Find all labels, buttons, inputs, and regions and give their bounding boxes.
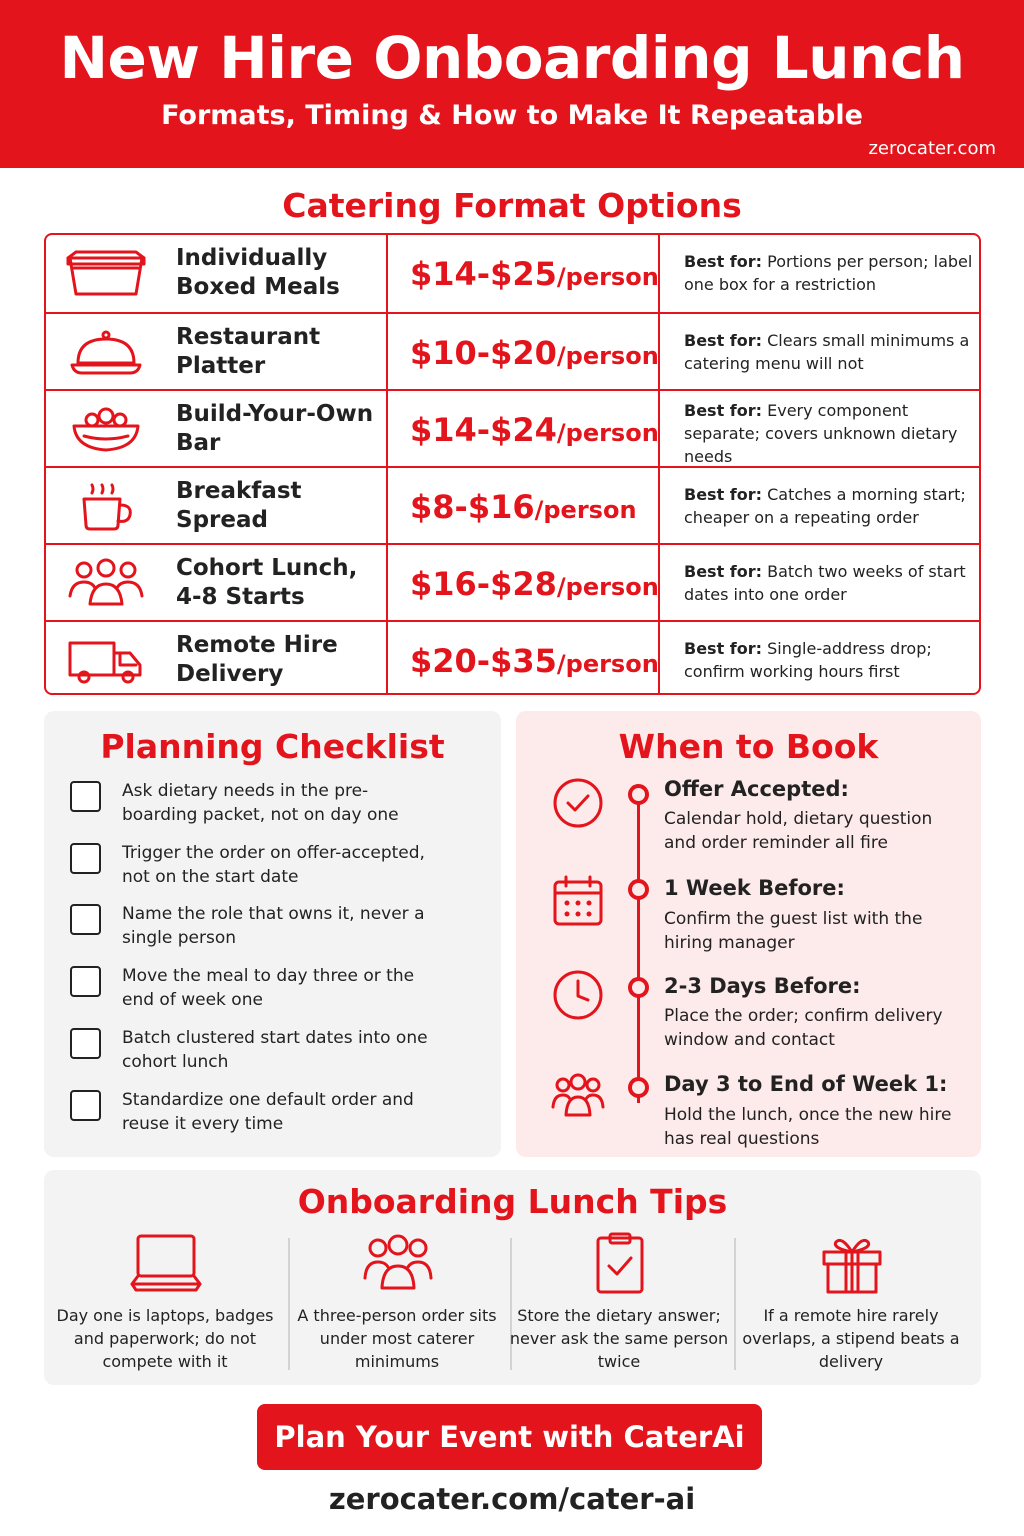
format-name: Breakfast Spread <box>176 478 302 533</box>
step-heading: Day 3 to End of Week 1: <box>664 1072 948 1096</box>
format-name: Cohort Lunch, 4-8 Starts <box>176 555 358 610</box>
plan-event-button[interactable]: Plan Your Event with CaterAi <box>257 1404 762 1470</box>
format-name: Restaurant Platter <box>176 324 321 379</box>
tip-item: Store the dietary answer; never ask the same person twice <box>504 1230 734 1380</box>
step-text: Calendar hold, dietary question and order reminder all fire <box>664 809 933 853</box>
timeline-dot <box>628 1077 649 1098</box>
checkbox[interactable] <box>70 781 101 812</box>
platter-cloche-icon <box>64 325 148 379</box>
checklist-item: Standardize one default order and reuse it every time <box>70 1088 490 1140</box>
format-price: $16-$28/person <box>410 565 659 603</box>
check-circle-icon <box>550 775 606 831</box>
table-row <box>46 543 979 620</box>
format-price: $14-$25/person <box>410 255 659 293</box>
header-banner <box>0 0 1024 168</box>
format-best-for: Best for: Every component separate; covers unknown dietary needs <box>684 401 958 466</box>
delivery-truck-icon <box>64 633 148 687</box>
gift-icon <box>816 1232 888 1294</box>
tip-item: A three-person order sits under most caterer minimums <box>282 1230 512 1380</box>
tip-item: If a remote hire rarely overlaps, a stipend beats a delivery <box>736 1230 966 1380</box>
checkbox[interactable] <box>70 843 101 874</box>
format-price: $20-$35/person <box>410 642 659 680</box>
step-text: Confirm the guest list with the hiring manager <box>664 909 923 953</box>
timeline-dot <box>628 977 649 998</box>
step-heading: 2-3 Days Before: <box>664 974 861 998</box>
checkbox[interactable] <box>70 904 101 935</box>
timeline-dot <box>628 879 649 900</box>
format-name: Build-Your-Own Bar <box>176 401 374 456</box>
checklist-item: Ask dietary needs in the pre-boarding packet, not on day one <box>70 779 490 831</box>
checklist-item: Trigger the order on offer-accepted, not on the start date <box>70 841 490 893</box>
calendar-icon <box>550 873 606 929</box>
checklist-item: Batch clustered start dates into one cohort lunch <box>70 1026 490 1078</box>
coffee-cup-icon <box>64 479 148 533</box>
group-icon <box>64 556 148 610</box>
step-heading: Offer Accepted: <box>664 777 849 801</box>
checkbox[interactable] <box>70 1028 101 1059</box>
table-row <box>46 620 979 695</box>
tips-panel <box>44 1170 981 1385</box>
format-price: $14-$24/person <box>410 411 659 449</box>
timeline-dot <box>628 784 649 805</box>
laptop-icon <box>130 1232 202 1294</box>
boxed-meal-icon <box>64 246 148 300</box>
format-price: $10-$20/person <box>410 334 659 372</box>
format-price: $8-$16/person <box>410 488 637 526</box>
table-row <box>46 235 979 312</box>
step-text: Hold the lunch, once the new hire has real questions <box>664 1105 952 1149</box>
when-title: When to Book <box>618 727 879 766</box>
tip-item: Day one is laptops, badges and paperwork; do not compete with it <box>50 1230 280 1380</box>
when-to-book-panel <box>516 711 981 1157</box>
salad-bowl-icon <box>64 402 148 456</box>
checklist-item: Name the role that owns it, never a single person <box>70 902 490 954</box>
clock-icon <box>550 967 606 1023</box>
timeline-line <box>637 795 640 1103</box>
formats-table <box>44 233 981 695</box>
table-row <box>46 466 979 543</box>
page-title: New Hire Onboarding Lunch <box>59 24 965 92</box>
step-heading: 1 Week Before: <box>664 876 845 900</box>
planning-checklist-panel <box>44 711 501 1157</box>
format-best-for: Best for: Batch two weeks of start dates into one order <box>684 562 966 604</box>
checklist-item: Move the meal to day three or the end of week one <box>70 964 490 1016</box>
format-best-for: Best for: Single-address drop; confirm working hours first <box>684 639 932 681</box>
formats-title: Catering Format Options <box>282 186 742 225</box>
format-name: Individually Boxed Meals <box>176 245 340 300</box>
table-row <box>46 389 979 466</box>
format-best-for: Best for: Clears small minimums a catering menu will not <box>684 331 970 373</box>
checkbox[interactable] <box>70 1090 101 1121</box>
checkbox[interactable] <box>70 966 101 997</box>
group-icon <box>350 1232 446 1294</box>
format-best-for: Best for: Portions per person; label one box for a restriction <box>684 252 973 294</box>
format-best-for: Best for: Catches a morning start; cheaper on a repeating order <box>684 485 966 527</box>
header-domain: zerocater.com <box>868 138 996 159</box>
checklist-title: Planning Checklist <box>100 727 445 766</box>
tips-title: Onboarding Lunch Tips <box>297 1182 728 1221</box>
table-row <box>46 312 979 389</box>
page-subtitle: Formats, Timing & How to Make It Repeatable <box>161 100 863 131</box>
format-name: Remote Hire Delivery <box>176 632 338 687</box>
group-icon <box>550 1067 606 1123</box>
clipboard-check-icon <box>584 1232 656 1294</box>
footer-url[interactable]: zerocater.com/cater-ai <box>328 1482 696 1516</box>
step-text: Place the order; confirm delivery window and contact <box>664 1006 943 1050</box>
